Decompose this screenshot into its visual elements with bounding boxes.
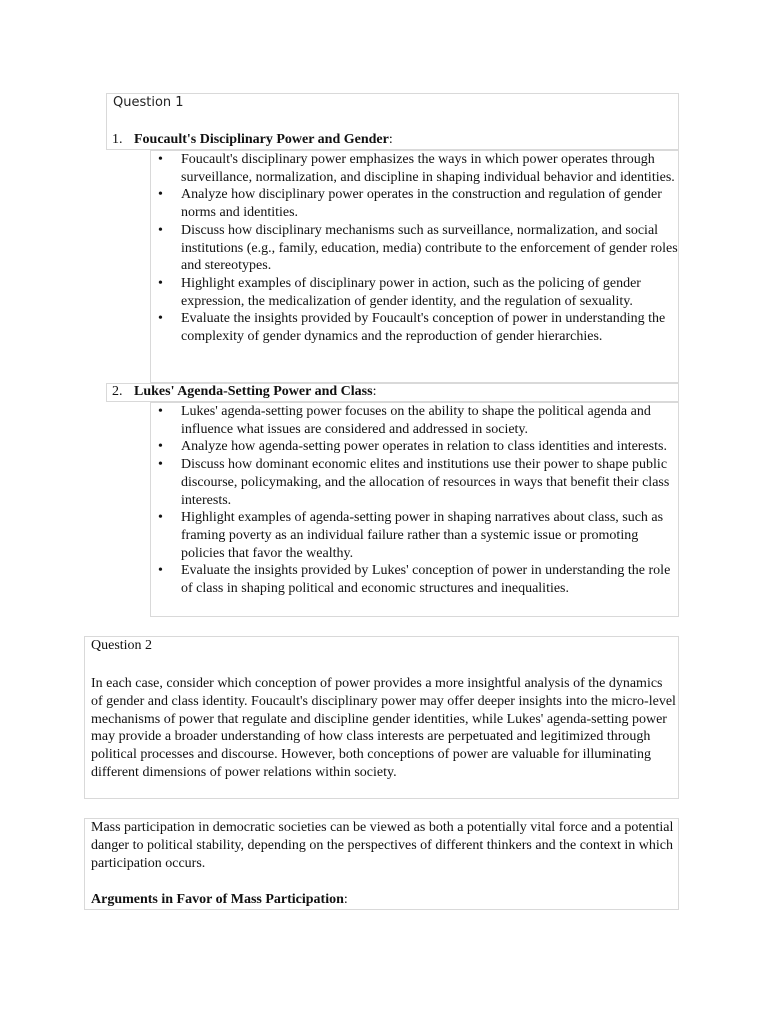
item-number: 2. bbox=[112, 384, 123, 399]
question2-label: Question 2 bbox=[91, 638, 153, 653]
item-title: Foucault's Disciplinary Power and Gender bbox=[134, 132, 389, 147]
list-item: • Analyze how agenda-setting power operates in relation to class identities and interests. bbox=[156, 438, 678, 456]
list-item: • Evaluate the insights provided by Foucault's conception of power in understanding the complexity of gender dynamics and the reproduction of gender hierarchies. bbox=[156, 310, 678, 345]
list-item: • Highlight examples of disciplinary power in action, such as the policing of gender expression, the medicalization of gender identity, and the regulation of sexuality. bbox=[156, 275, 678, 310]
question1-item-1-bullets bbox=[156, 151, 678, 346]
list-item: • Lukes' agenda-setting power focuses on the ability to shape the political agenda and influence what issues are considered and addressed in society. bbox=[156, 403, 678, 438]
list-item: • Analyze how disciplinary power operates in the construction and regulation of gender norms and identities. bbox=[156, 186, 678, 221]
item-suffix: : bbox=[388, 132, 393, 147]
item-suffix: : bbox=[372, 384, 377, 399]
heading-text: Arguments in Favor of Mass Participation bbox=[91, 892, 344, 907]
question1-label: Question 1 bbox=[113, 95, 184, 110]
question2-paragraph: In each case, consider which conception of power provides a more insightful analysis of the dynamics of gender and class identity. Foucault's disciplinary power may offer deeper insights into the micro-level mechanisms of power that regulate and discipline gender identities, while Lukes' agenda-setting power may provide a broader understanding of how class interests are perpetuated and legitimized through political processes and discourse. However, both conceptions of power are valuable for illuminating different dimensions of power relations within society. bbox=[91, 676, 676, 780]
question1-item-1-heading bbox=[112, 132, 393, 148]
list-item: • Discuss how disciplinary mechanisms such as surveillance, normalization, and social institutions (e.g., family, education, media) contribute to the enforcement of gender roles and stereotypes. bbox=[156, 222, 678, 275]
mass-participation-paragraph: Mass participation in democratic societies can be viewed as both a potentially vital force and a potential danger to political stability, depending on the perspectives of different thinkers and the context in which participation occurs. bbox=[91, 820, 674, 871]
list-item: • Highlight examples of agenda-setting power in shaping narratives about class, such as framing poverty as an individual failure rather than a systemic issue or promoting policies that favor the wealthy. bbox=[156, 509, 678, 562]
question1-item-2-heading bbox=[112, 384, 376, 400]
item-title: Lukes' Agenda-Setting Power and Class bbox=[134, 384, 373, 399]
list-item: • Foucault's disciplinary power emphasizes the ways in which power operates through surveillance, normalization, and discipline in shaping individual behavior and identities. bbox=[156, 151, 678, 186]
list-item: • Evaluate the insights provided by Lukes' conception of power in understanding the role of class in shaping political and economic structures and inequalities. bbox=[156, 562, 678, 597]
item-number: 1. bbox=[112, 132, 123, 147]
heading-suffix: : bbox=[343, 892, 348, 907]
mass-participation-heading bbox=[91, 891, 348, 909]
question1-item-2-bullets bbox=[156, 403, 678, 598]
list-item: • Discuss how dominant economic elites and institutions use their power to shape public discourse, policymaking, and the allocation of resources in ways that benefit their class interests. bbox=[156, 456, 678, 509]
